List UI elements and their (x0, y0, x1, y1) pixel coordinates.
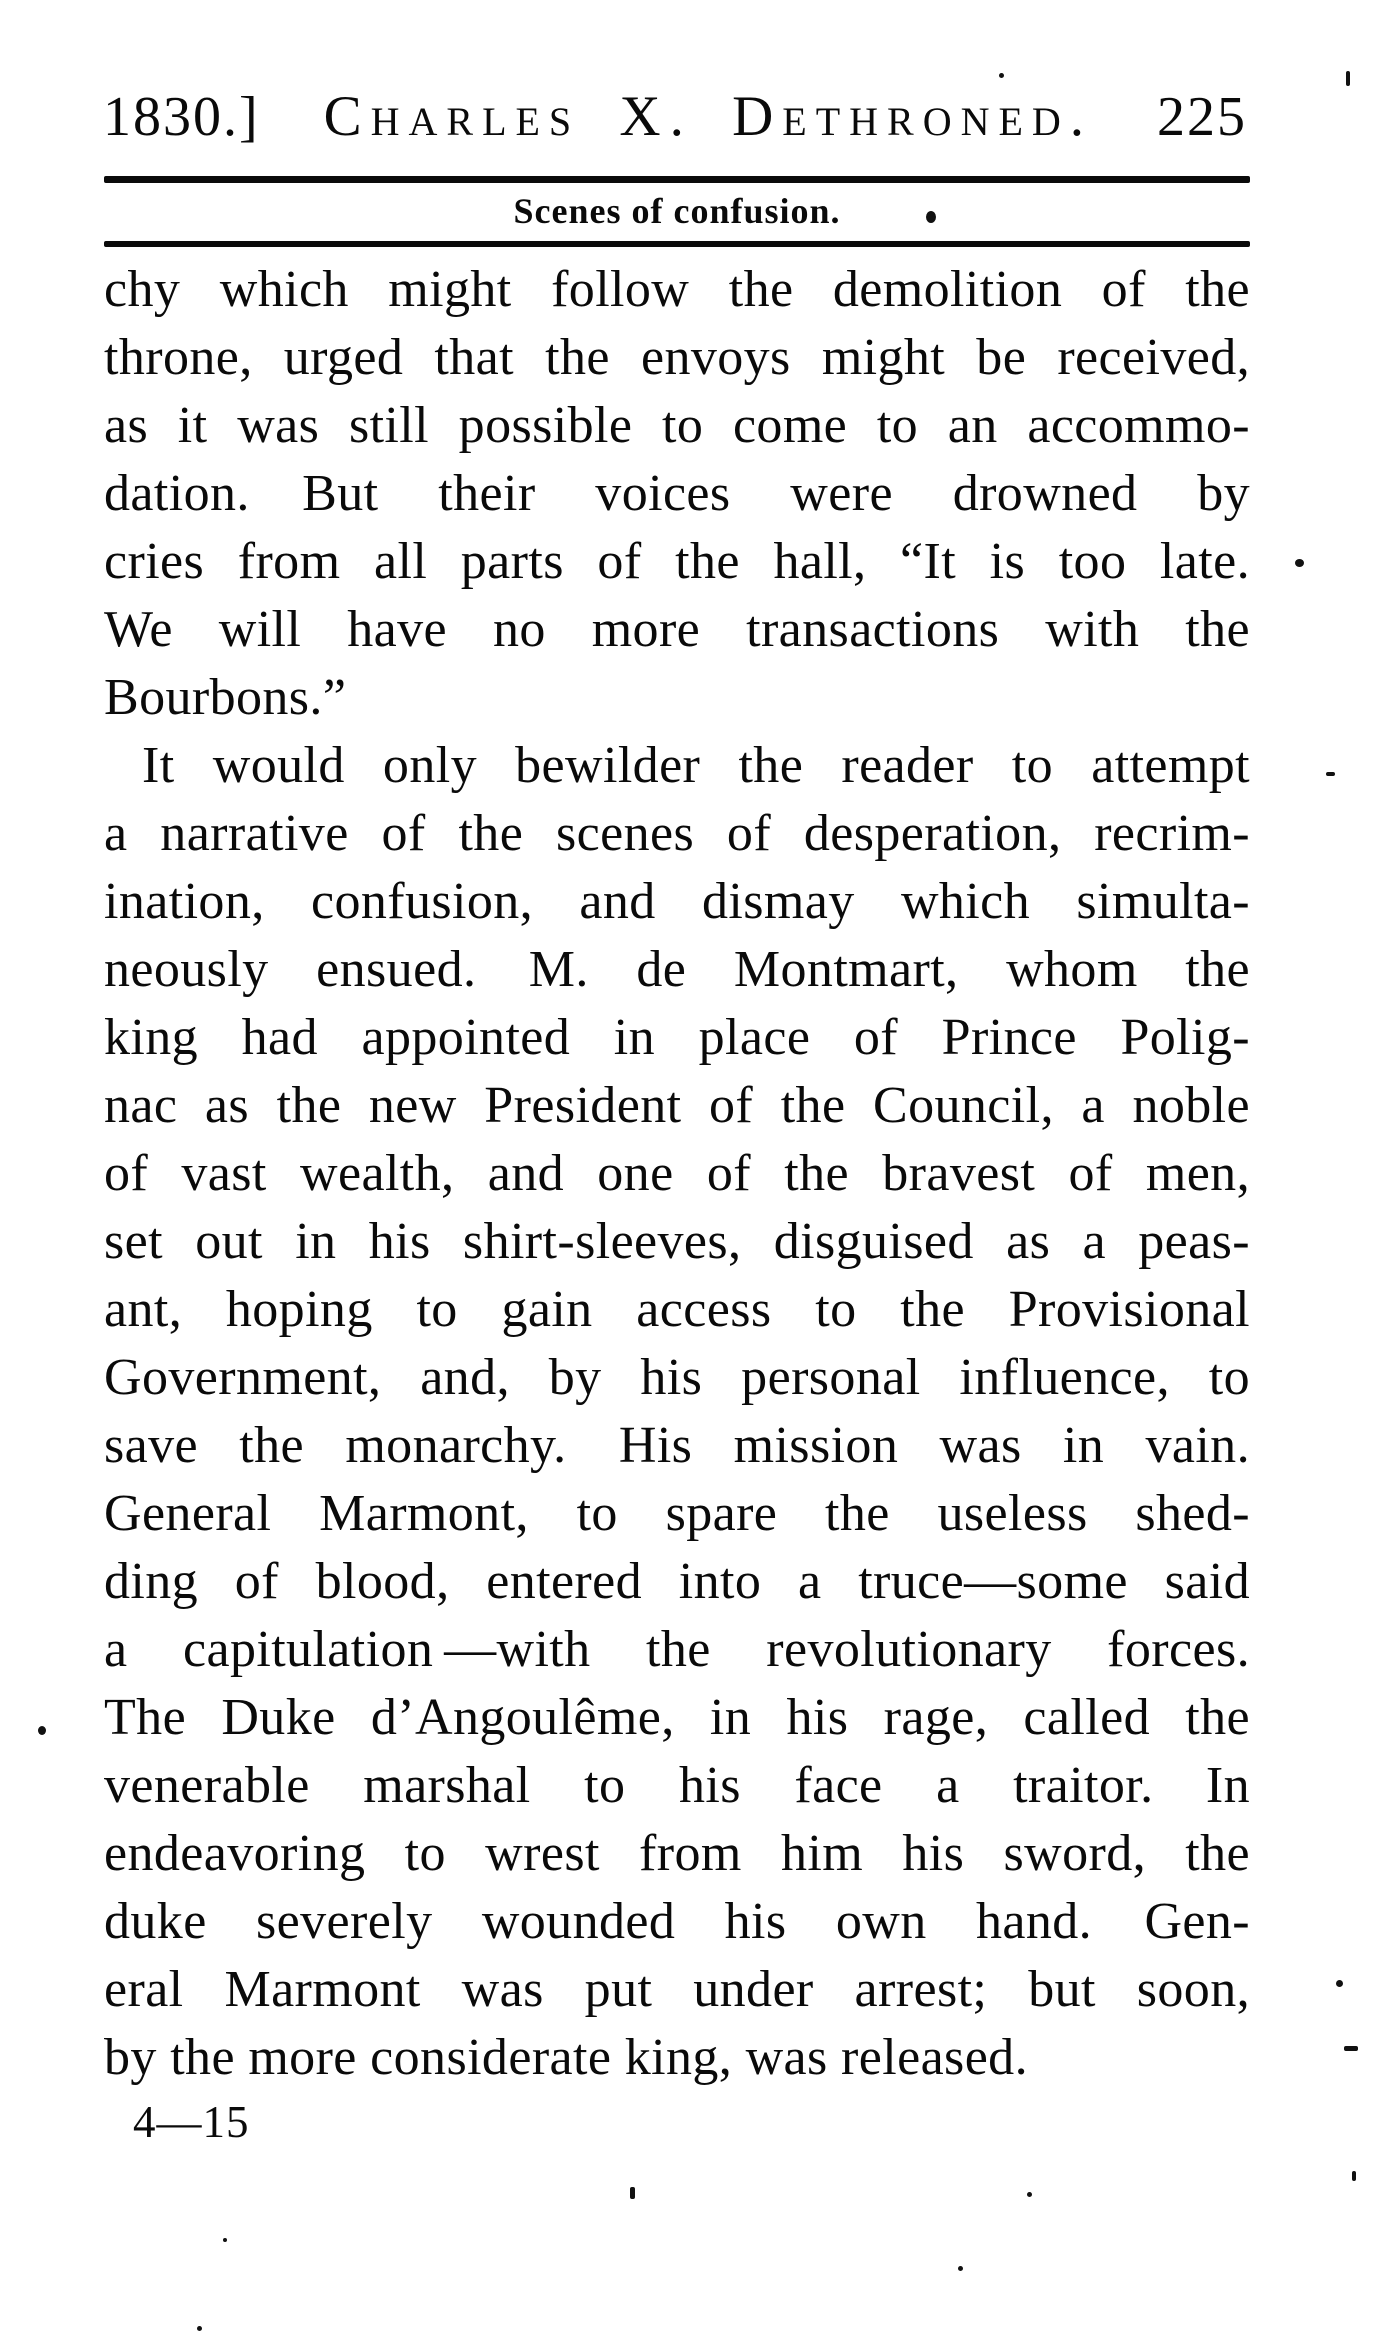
scan-speck (38, 1726, 46, 1735)
text-line: chy which might follow the demolition of the (104, 261, 1250, 318)
header-title: Charles X. Dethroned. (323, 85, 1094, 148)
scan-speck (926, 211, 936, 223)
text-line: General Marmont, to spare the useless shed- (104, 1485, 1250, 1542)
text-line: cries from all parts of the hall, “It is too late. (104, 533, 1250, 590)
scan-speck (1027, 2192, 1032, 2197)
header-page-number: 225 (1156, 86, 1247, 148)
text-line: dation. But their voices were drowned by (104, 465, 1250, 522)
text-line: neously ensued. M. de Montmart, whom the (104, 941, 1250, 998)
text-line: throne, urged that the envoys might be received, (104, 329, 1250, 386)
text-line: We will have no more transactions with the (104, 601, 1250, 658)
text-line: ding of blood, entered into a truce—some said (104, 1553, 1250, 1610)
text-line: eral Marmont was put under arrest; but soon, (104, 1961, 1250, 2018)
text-line: venerable marshal to his face a traitor. In (104, 1757, 1250, 1814)
scan-speck (1346, 71, 1350, 86)
text-line: duke severely wounded his own hand. Gen- (104, 1893, 1250, 1950)
text-line: king had appointed in place of Prince Polig- (104, 1009, 1250, 1066)
scan-speck (1344, 2046, 1358, 2051)
text-line: save the monarchy. His mission was in vain. (104, 1417, 1250, 1474)
header-rule-top (104, 176, 1250, 183)
text-line: nac as the new President of the Council, a noble (104, 1077, 1250, 1134)
scan-speck (1336, 1980, 1343, 1987)
scan-speck (1295, 559, 1304, 567)
scan-speck (223, 2238, 227, 2242)
scan-speck (1326, 772, 1335, 776)
scan-speck (197, 2326, 202, 2331)
text-line: Bourbons.” (104, 669, 347, 726)
scan-speck (999, 73, 1004, 78)
text-line: endeavoring to wrest from him his sword, the (104, 1825, 1250, 1882)
text-line: ant, hoping to gain access to the Provisional (104, 1281, 1250, 1338)
scan-speck (630, 2187, 635, 2199)
scan-speck (958, 2266, 963, 2271)
text-line: ination, confusion, and dismay which simulta- (104, 873, 1250, 930)
text-line: of vast wealth, and one of the bravest of men, (104, 1145, 1250, 1202)
running-head (103, 84, 1247, 149)
scan-speck (1352, 2171, 1356, 2181)
header-year: 1830.] (103, 86, 260, 148)
text-line: as it was still possible to come to an accommo- (104, 397, 1250, 454)
text-line: set out in his shirt-sleeves, disguised as a peas- (104, 1213, 1250, 1270)
text-line: It would only bewilder the reader to attempt (142, 737, 1250, 794)
running-subtitle: Scenes of confusion. (513, 191, 841, 231)
text-line: a capitulation —with the revolutionary forces. (104, 1621, 1250, 1678)
text-line: by the more considerate king, was released. (104, 2029, 1028, 2086)
text-line: a narrative of the scenes of desperation, recrim- (104, 805, 1250, 862)
signature-mark: 4—15 (133, 2097, 250, 2147)
header-rule-bottom (104, 241, 1250, 247)
text-line: Government, and, by his personal influence, to (104, 1349, 1250, 1406)
text-line: The Duke d’Angoulême, in his rage, called the (104, 1689, 1250, 1746)
page-body-text (104, 256, 1250, 2092)
